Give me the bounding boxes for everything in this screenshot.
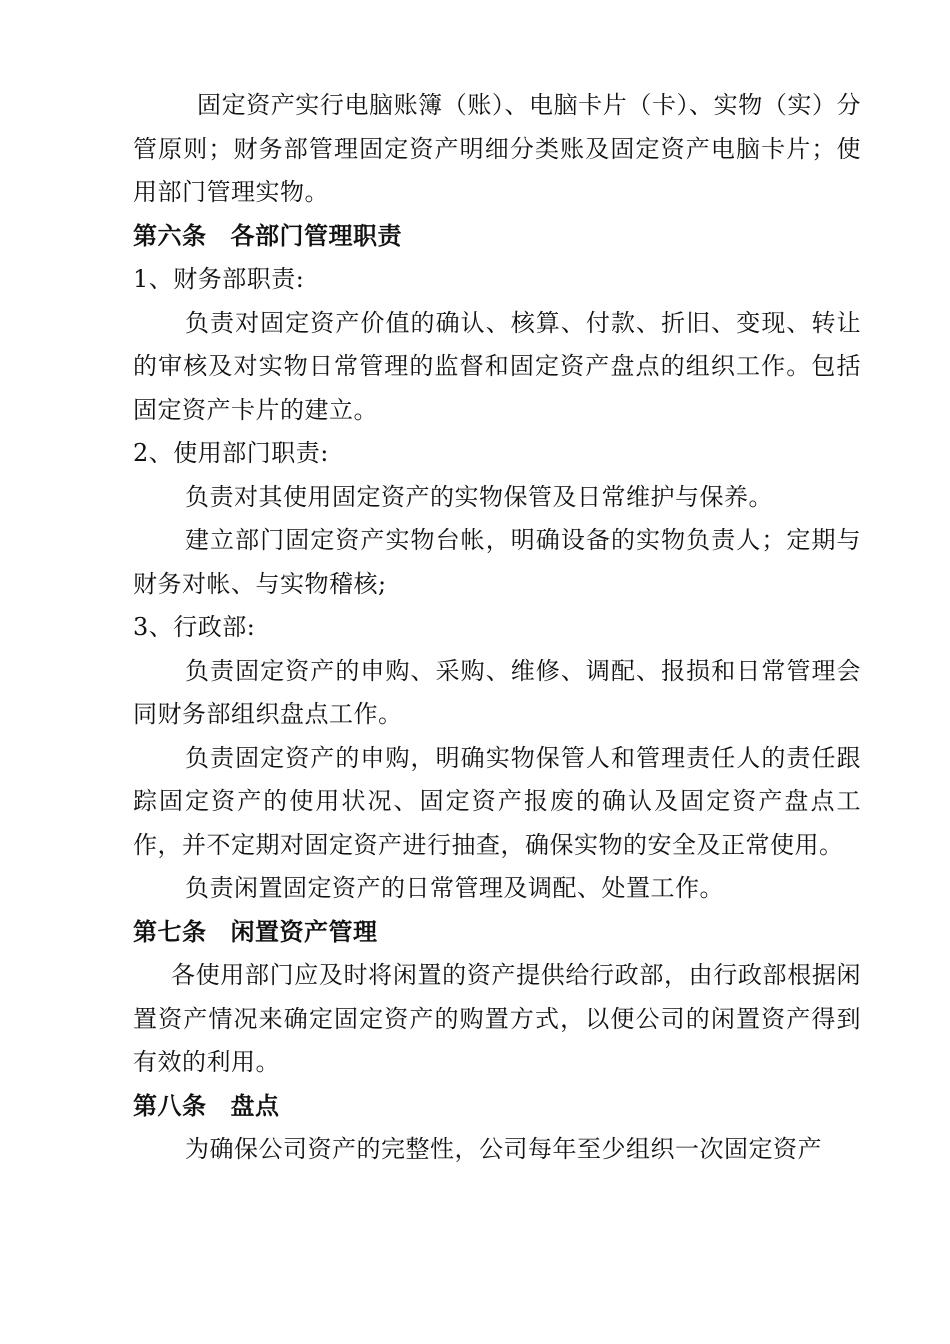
user-dept-duty-label: 2、使用部门职责: [133,439,329,467]
article-6-heading [133,215,861,259]
admin-dept-text-2: 负责固定资产的申购，明确实物保管人和管理责任人的责任跟踪固定资产的使用状况、固定资产报废的确认及固定资产盘点工作，并不定期对固定资产进行抽查，确保实物的安全及正常使用。 [133,743,861,859]
user-dept-duty-text-2: 建立部门固定资产实物台帐，明确设备的实物负责人；定期与财务对帐、与实物稽核; [133,526,861,598]
article-7-text: 各使用部门应及时将闲置的资产提供给行政部，由行政部根据闲置资产情况来确定固定资产的购置方式，以便公司的闲置资产得到有效的利用。 [133,961,861,1076]
article-8-number: 第八条 [133,1091,207,1120]
admin-dept-text-1: 负责固定资产的申购、采购、维修、调配、报损和日常管理会同财务部组织盘点工作。 [133,656,861,728]
article-6-number: 第六条 [133,221,207,250]
article-8-heading [133,1085,861,1129]
article-8-text: 为确保公司资产的完整性，公司每年至少组织一次固定资产 [185,1135,822,1163]
article-6-title: 各部门管理职责 [230,221,402,250]
finance-duty-text: 负责对固定资产价值的确认、核算、付款、折旧、变现、转让的审核及对实物日常管理的监督和固定资产盘点的组织工作。包括固定资产卡片的建立。 [133,308,861,424]
intro-paragraph: 固定资产实行电脑账簿（账）、电脑卡片（卡）、实物（实）分管原则；财务部管理固定资产明细分类账及固定资产电脑卡片；使用部门管理实物。 [133,91,861,206]
admin-dept-label: 3、行政部: [133,613,256,641]
article-7-heading [133,911,861,955]
document-page [133,84,861,1172]
article-7-title: 闲置资产管理 [230,917,378,946]
article-8-title: 盘点 [230,1091,280,1120]
admin-dept-text-3: 负责闲置固定资产的日常管理及调配、处置工作。 [185,874,724,902]
article-7-number: 第七条 [133,917,207,946]
finance-duty-label: 1、财务部职责: [133,265,305,293]
user-dept-duty-text-1: 负责对其使用固定资产的实物保管及日常维护与保养。 [185,482,773,511]
